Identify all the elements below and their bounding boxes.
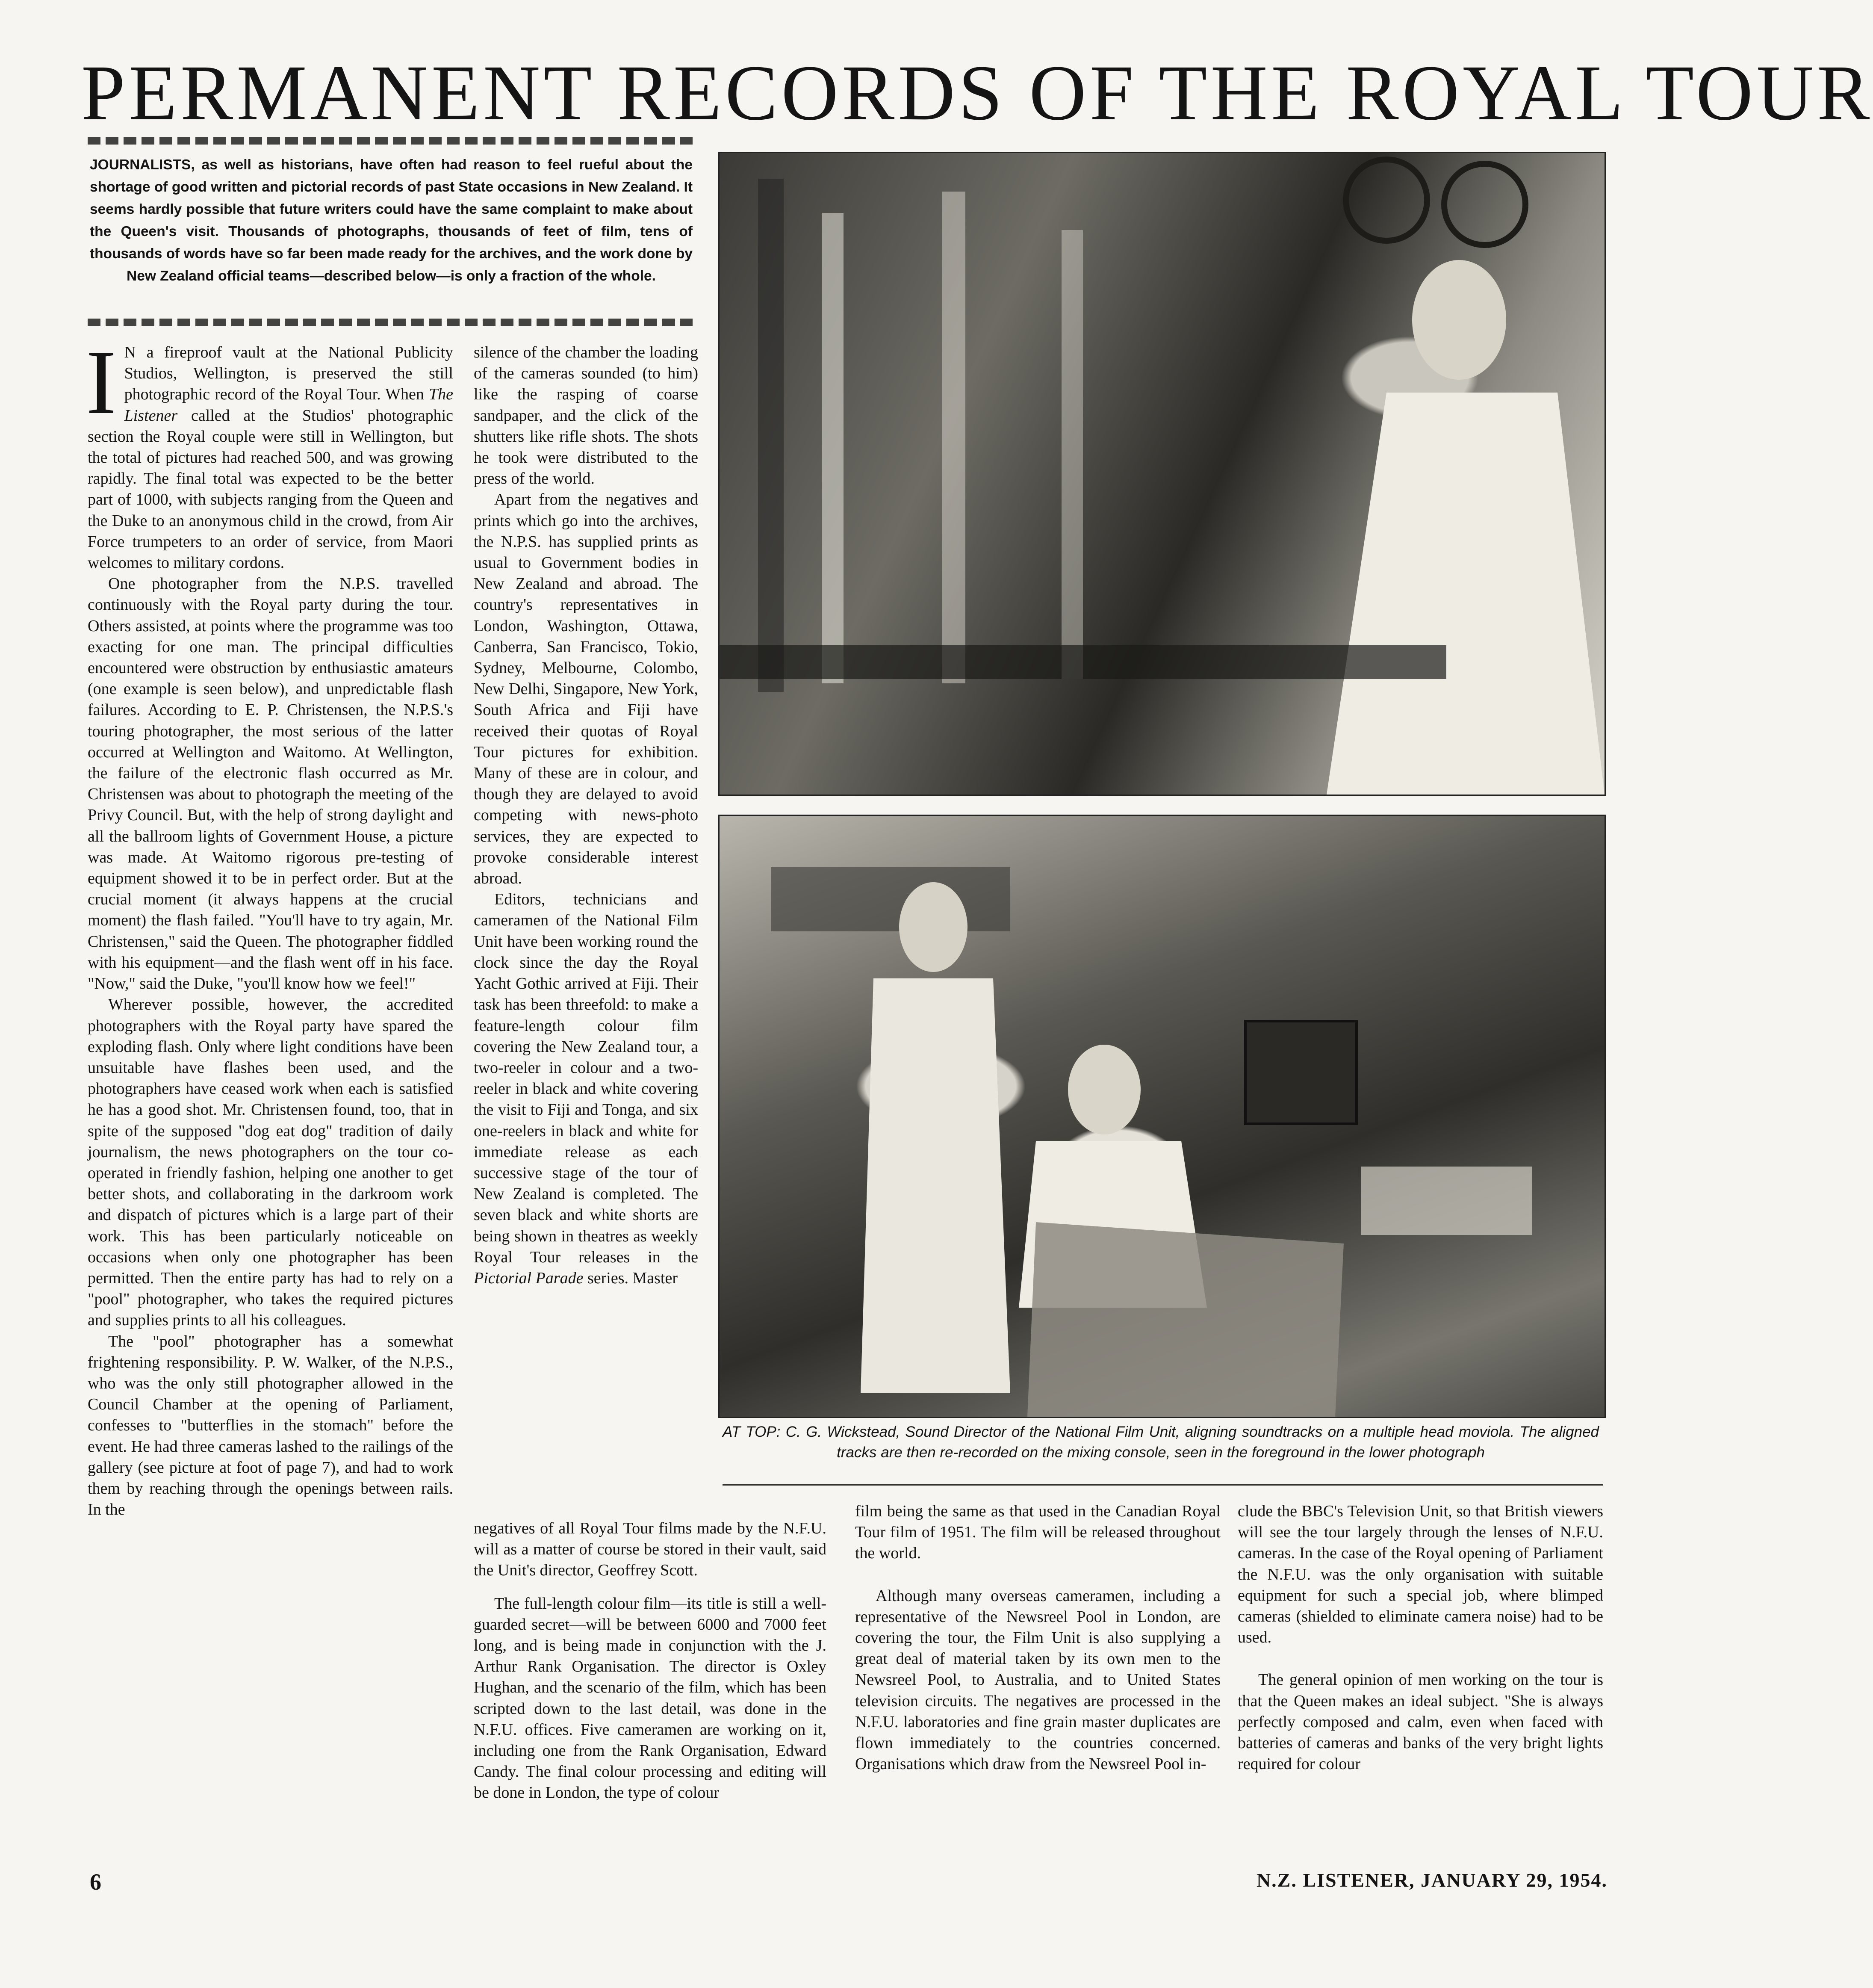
article-column-5	[1238, 1501, 1603, 1775]
paragraph-text: called at the Studios' photographic section the Royal couple were still in Wellington, but the total of pictures had reached 500, and was growing rapidly. The final total was expected to be the better part of 1000, with subjects ranging from the Queen and the Duke to an anonymous child in the crowd, from Air Force trumpeters to an order of service, from Maori welcomes to military cordons.	[88, 406, 453, 572]
article-paragraph-12: clude the BBC's Television Unit, so that British viewers will see the tour largely through the lenses of N.F.U. cameras. In the case of the Royal opening of Parliament the N.F.U. was the only organisation with suitable equipment for such a special job, where blimped cameras (shielded to eliminate camera noise) had to be used.	[1238, 1502, 1603, 1647]
article-column-4	[855, 1501, 1221, 1775]
console-photo-illustration	[720, 816, 1605, 1417]
page-headline: PERMANENT RECORDS OF THE ROYAL TOUR	[81, 49, 1873, 137]
paragraph-text: series. Master	[583, 1269, 678, 1287]
footer-issue-line: N.Z. LISTENER, JANUARY 29, 1954.	[1256, 1869, 1608, 1891]
drop-cap: I	[86, 331, 117, 433]
article-paragraph-2: One photographer from the N.P.S. travelled continuously with the Royal party during the tour. Others assisted, at points where the programme was too exacting for one man. The principal difficulties encountered were obstruction by enthusiastic amateurs (one example is seen below), and unpredictable flash failures. According to E. P. Christensen, the N.P.S.'s touring photographer, the most serious of the latter occurred at Wellington and Waitomo. At Wellington, the failure of the electronic flash occurred as Mr. Christensen was about to photograph the meeting of the Privy Council. But, with the help of strong daylight and all the ballroom lights of Government House, a picture was made. At Waitomo rigorous pre-testing of equipment showed it to be in perfect order. But at the crucial moment (it always happens at the crucial moment) the flash failed. "You'll have to try again, Mr. Christensen," said the Queen. The photographer fiddled with his equipment—and the flash went off in his face. "Now," said the Duke, "you'll know how we feel!"	[88, 575, 453, 993]
article-column-1	[86, 331, 453, 1520]
photo-mixing-console	[718, 815, 1606, 1418]
photo-caption: AT TOP: C. G. Wickstead, Sound Director of the National Film Unit, aligning soundtracks on a multiple head moviola. The aligned tracks are then re-recorded on the mixing console, seen in the foreground in the lower photograph	[723, 1424, 1599, 1461]
article-paragraph-9: The full-length colour film—its title is still a well-guarded secret—will be between 6000 and 7000 feet long, and is being made in conjunction with the J. Arthur Rank Organisation. The director is Oxley Hughan, and the scenario of the film, which has been scripted down to the last detail, was done in the N.F.U. offices. Five cameramen are working on it, including one from the Rank Organisation, Edward Candy. The final colour processing and editing will be done in London, the type of colour	[474, 1594, 826, 1802]
intro-standfirst: JOURNALISTS, as well as historians, have often had reason to feel rueful about the shortage of good written and pictorial records of past State occasions in New Zealand. It seems hardly possible that future writers could have the same complaint to make about the Queen's visit. Thousands of photographs, thousands of feet of film, tens of thousands of words have so far been made ready for the archives, and the work done by New Zealand official teams—described below—is only a fraction of the whole.	[90, 157, 693, 284]
publication-name: The Listener	[124, 385, 453, 425]
series-name: Pictorial Parade	[474, 1269, 584, 1287]
intro-bottom-rule	[88, 319, 693, 326]
article-column-2	[474, 342, 698, 1289]
article-paragraph-6: Apart from the negatives and prints which go into the archives, the N.P.S. has supplied prints as usual to Government bodies in New Zealand and abroad. The country's representatives in London, Washington, Ottawa, Canberra, San Francisco, Tokio, Sydney, Melbourne, Colombo, New Delhi, Singapore, New York, South Africa and Fiji have received their quotas of Royal Tour pictures for exhibition. Many of these are in colour, and though they are delayed to avoid competing with news-photo services, they are expected to provoke considerable interest abroad.	[474, 490, 698, 888]
article-paragraph-13: The general opinion of men working on the tour is that the Queen makes an ideal subject. "She is always perfectly composed and calm, even when faced with batteries of cameras and banks of the very bright lights required for colour	[1238, 1671, 1603, 1773]
article-paragraph-10: film being the same as that used in the Canadian Royal Tour film of 1951. The film will be released throughout the world.	[855, 1502, 1221, 1563]
article-paragraph-5: silence of the chamber the loading of the cameras sounded (to him) like the rasping of coarse sandpaper, and the click of the shutters like rifle shots. The shots he took were distributed to the press of the world.	[474, 343, 698, 488]
page-number: 6	[90, 1869, 101, 1895]
article-paragraph-11: Although many overseas cameramen, including a representative of the Newsreel Pool in London, are covering the tour, the Film Unit is also supplying a great deal of material taken by its own men to the Newsreel Pool, to Australia, and to United States television circuits. The negatives are processed in the N.F.U. laboratories and fine grain master duplicates are flown immediately to the countries concerned. Organisations which draw from the Newsreel Pool in-	[855, 1586, 1221, 1773]
paragraph-text: Editors, technicians and cameramen of the National Film Unit have been working round the clock since the day the Royal Yacht Gothic arrived at Fiji. Their task has been threefold: to make a feature-length colour film covering the New Zealand tour, a two-reeler in colour and a two-reeler in black and white covering the visit to Fiji and Tonga, and six one-reelers in black and white for immediate release as each successive stage of the tour of New Zealand is completed. The seven black and white shorts are being shown in theatres as weekly Royal Tour releases in the	[474, 890, 698, 1266]
article-paragraph-1	[86, 331, 453, 573]
intro-top-rule	[88, 137, 693, 145]
photo-moviola	[718, 152, 1606, 796]
article-paragraph-7	[474, 889, 698, 1289]
paragraph-text: N a fireproof vault at the National Publicity Studios, Wellington, is preserved the still photographic record of the Royal Tour. When	[124, 343, 453, 404]
article-paragraph-3: Wherever possible, however, the accredited photographers with the Royal party have spared the exploding flash. Only where light conditions have been unsuitable have flashes been used, and the photographers have ceased work when each is satisfied he has a good shot. Mr. Christensen found, too, that in spite of the supposed "dog eat dog" tradition of daily journalism, the news photographers on the tour co-operated in friendly fashion, helping one another to get better shots, and collaborating in the darkroom work and dispatch of pictures which is a large part of their work. This has been particularly noticeable on occasions when only one photographer has been permitted. Then the entire party has had to rely on a "pool" photographer, who takes the required pictures and supplies prints to all his colleagues.	[88, 995, 453, 1329]
article-column-3	[474, 1518, 826, 1804]
moviola-photo-illustration	[720, 153, 1605, 795]
article-paragraph-4: The "pool" photographer has a somewhat frightening responsibility. P. W. Walker, of the N.P.S., who was the only still photographer allowed in the Council Chamber at the opening of Parliament, confesses to "butterflies in the stomach" before the event. He had three cameras lashed to the railings of the gallery (see picture at foot of page 7), and had to work them by reaching through the openings between rails. In the	[88, 1332, 453, 1519]
article-paragraph-8: negatives of all Royal Tour films made by the N.F.U. will as a matter of course be stored in their vault, said the Unit's director, Geoffrey Scott.	[474, 1519, 826, 1580]
caption-rule	[723, 1484, 1603, 1486]
